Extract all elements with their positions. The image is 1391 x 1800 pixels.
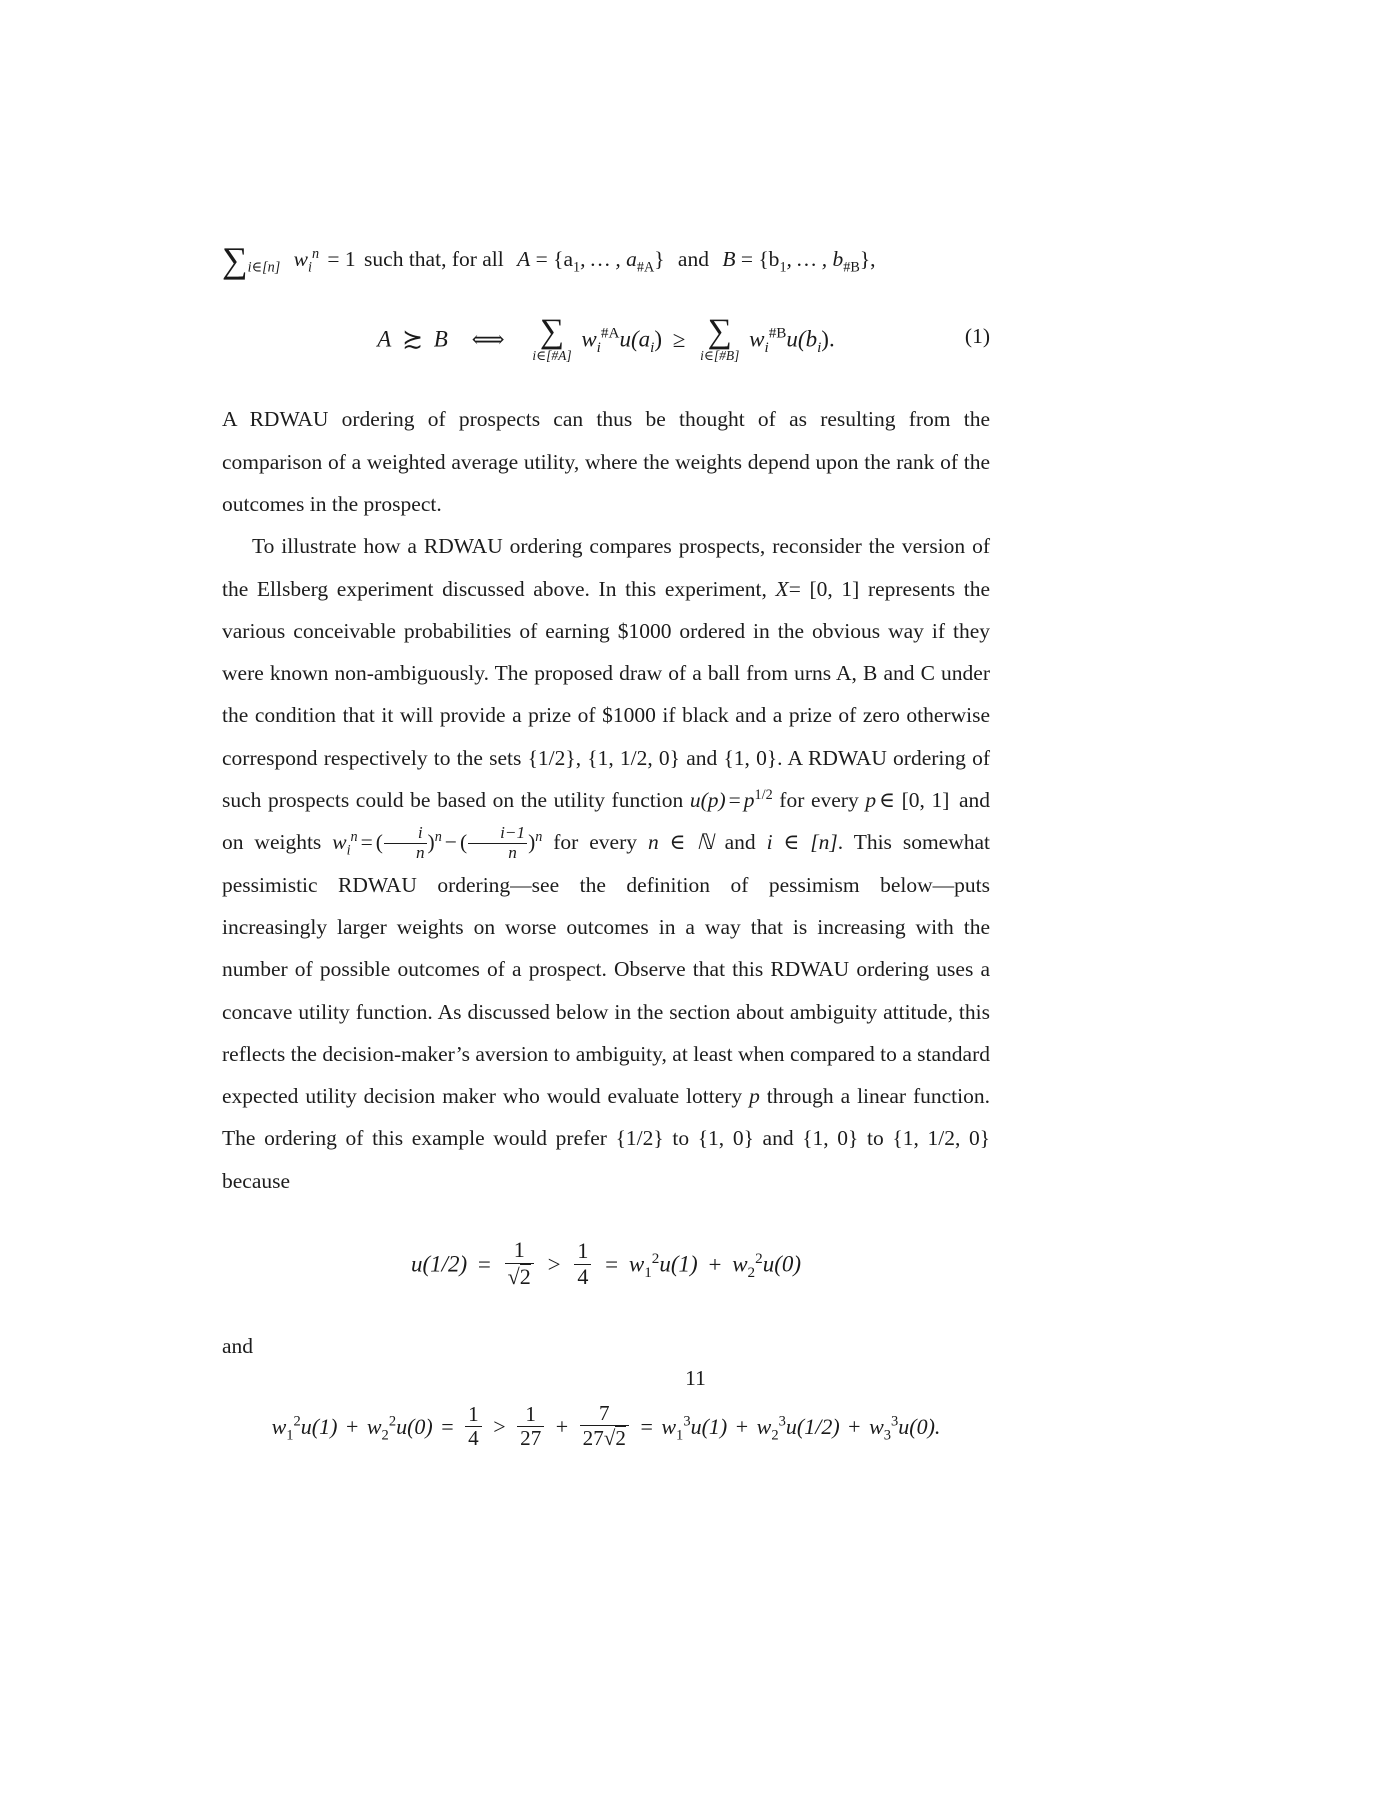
set-A-open: = {a xyxy=(535,247,574,271)
equals-one: = 1 xyxy=(327,247,356,271)
a-close-brace: } xyxy=(654,247,665,271)
eq3-equals-2: = xyxy=(640,1413,653,1439)
utility-exponent: 1/2 xyxy=(754,786,773,803)
prefer-set-1: {1/2} xyxy=(615,1126,664,1151)
p2-part-4: for every xyxy=(779,788,859,813)
sum-subscript: i∈[n] xyxy=(247,259,281,276)
weight-symbol: w xyxy=(293,247,308,271)
eq3-u-half: u(1/2) xyxy=(785,1413,840,1439)
eq3-w3-sup: 3 xyxy=(683,1413,691,1430)
eq2-greater-than: > xyxy=(547,1251,561,1277)
fraction-i-minus-1-over-n: $\frac{i-1}{n}$ xyxy=(468,824,527,863)
eq2-fraction-1-over-sqrt2: $\frac{1}{√2}$ xyxy=(505,1238,534,1289)
sum-over-B xyxy=(700,313,740,364)
display-equation-3 xyxy=(222,1402,990,1451)
set-two-element: {1, 0} xyxy=(723,745,778,770)
sum-symbol-B: ∑ xyxy=(707,313,732,351)
power-n-1: n xyxy=(434,829,442,846)
page-content xyxy=(222,238,990,1451)
p2-part-3: . A RDWAU ordering of such prospects could be based on the utility function xyxy=(222,745,990,813)
eq3-denominator-27-sqrt2: 27√2 xyxy=(582,1426,626,1451)
var-B: B xyxy=(722,247,736,271)
p2-part-5: on weights xyxy=(222,830,322,855)
eq3-w4-sup: 3 xyxy=(778,1413,786,1430)
power-n-2: n xyxy=(535,829,543,846)
eq2-w2: w xyxy=(732,1251,748,1277)
such-that-phrase: such that, for all xyxy=(364,247,504,271)
eq3-w3: w xyxy=(661,1413,677,1439)
paragraph-rdwau-ordering: A RDWAU ordering of prospects can thus be thought of as resulting from the comparison of a weighted average utility, where the weights depend upon the rank of the outcomes in the prospect. xyxy=(222,407,990,516)
weight-w-sub: i xyxy=(346,842,351,859)
eq2-u-half: u(1/2) xyxy=(410,1251,468,1277)
set-B-open: = {b xyxy=(740,247,780,271)
to-word-2: to xyxy=(867,1126,884,1151)
eq3-plus-3: + xyxy=(735,1413,749,1439)
sqrt-2: √2 xyxy=(507,1263,531,1289)
and-word-2: and xyxy=(686,745,718,770)
eq3-fraction-1-over-4: $\frac{1}{4}$ xyxy=(465,1403,482,1451)
eq3-fraction-7-over-27sqrt2: $\frac{7}{27√2}$ xyxy=(580,1402,629,1451)
succeeds-equiv-symbol: ≿ xyxy=(402,325,424,353)
and-word-1: and xyxy=(677,247,709,271)
utility-function-u: u(p) xyxy=(689,788,726,813)
set-three-element: {1, 1/2, 0} xyxy=(587,745,681,770)
eq3-greater-than: > xyxy=(493,1413,506,1439)
page-number: 11 xyxy=(685,1366,706,1390)
i-in-n-bracket: i ∈ [n] xyxy=(766,830,838,855)
weight-subscript: i xyxy=(307,259,312,276)
eq3-u1b: u(1) xyxy=(690,1413,728,1439)
eq2-equals-1: = xyxy=(477,1251,491,1277)
p2-part-7: . This somewhat pessimistic RDWAU ordering—see the definition of pessimism below—puts increasingly larger weights on worse outcomes in a way that is increasing with the number of possible outcomes of a prospect. Observe that this RDWAU ordering uses a concave utility function. As discussed below in the section about ambiguity attitude, this reflects the decision-maker’s aversion to ambiguity, at least when compared to a standard expected utility decision maker who would evaluate lottery xyxy=(222,830,991,1109)
eq3-w5-sup: 3 xyxy=(891,1413,899,1430)
greater-equal-symbol: ≥ xyxy=(672,326,686,352)
eq3-w4: w xyxy=(756,1413,772,1439)
eq1-u-B: u(b xyxy=(786,326,818,352)
p2-part-6: for every xyxy=(553,830,638,855)
eq1-w-A-sub: i xyxy=(596,339,601,357)
eq3-u1: u(1) xyxy=(300,1413,338,1439)
eq2-u0: u(0) xyxy=(762,1251,802,1277)
sum-A-limit: i∈[#A] xyxy=(532,348,572,364)
eq1-u-A-close: ) xyxy=(654,326,662,352)
math-X: X xyxy=(775,576,789,601)
eq2-w1-sub: 1 xyxy=(644,1264,652,1282)
b-close-brace: }, xyxy=(859,247,876,271)
eq3-u0: u(0) xyxy=(396,1413,433,1439)
iff-symbol: ⟺ xyxy=(471,326,505,352)
eq3-w2: w xyxy=(366,1413,382,1439)
paragraph-ellsberg-illustration: To illustrate how a RDWAU ordering compares prospects, reconsider the version of the Ellsberg experiment discussed above. In this experiment, X= [0, 1] represents the various conceivable probabilities of earning $1000 ordered in the obvious way if they were known non-ambiguously. The proposed draw of a ball from urns A, B and C under the condition that it will provide a prize of $1000 if black and a prize of zero otherwise correspond respectively to the sets {1/2}, {1, 1/2, 0} and {1, 0}. A RDWAU ordering of such prospects could be based on the utility function $u(p) = p^{1/2}$ for every p ∈ [0, 1] and on weights $w_i^n$ = ( $\frac{i}{n}$ )$^n$ − ( $\frac{i-1}{n}$ )$^n$ for every n ∈ ℕ and i ∈ [n]. This somewhat pessimistic RDWAU ordering—see the definition of pessimism below—puts increasingly larger weights on worse outcomes in a way that is increasing with the number of possible outcomes of a prospect. Observe that this RDWAU ordering uses a concave utility function. As discussed below in the section about ambiguity attitude, this reflects the decision-maker’s aversion to ambiguity, at least when compared to a standard expected utility decision maker who would evaluate lottery p through a linear function. The ordering of this example would prefer {1/2} to {1, 0} and {1, 0} to {1, 1/2, 0} because xyxy=(222,534,991,1193)
eq1-lhs-B: B xyxy=(433,326,448,352)
weight-w: w xyxy=(332,830,347,855)
b-ellipsis: , … , b xyxy=(786,247,844,271)
eq1-lhs-A: A xyxy=(377,326,392,352)
b-sub-hashB: #B xyxy=(843,259,860,276)
a-sub-1: 1 xyxy=(573,259,581,276)
eq2-plus: + xyxy=(708,1251,722,1277)
sum-symbol-A: ∑ xyxy=(539,313,565,351)
eq3-w1-sub: 1 xyxy=(286,1427,294,1444)
eq2-w1-sup: 2 xyxy=(651,1249,660,1267)
eq3-w2-sub: 2 xyxy=(381,1427,389,1444)
sum-over-A xyxy=(532,313,572,364)
eq3-w5-sub: 3 xyxy=(883,1427,892,1444)
eq3-w3-sub: 1 xyxy=(676,1427,684,1444)
utility-equals: = xyxy=(728,788,741,813)
eq2-u1: u(1) xyxy=(659,1251,698,1277)
continuation-math-line xyxy=(222,238,990,280)
eq3-plus-2: + xyxy=(555,1413,569,1439)
prefer-set-4: {1, 1/2, 0} xyxy=(892,1126,991,1151)
eq1-w-A: w xyxy=(581,326,597,352)
connector-and: and xyxy=(222,1334,254,1359)
display-equation-1 xyxy=(222,313,990,364)
because-word: because xyxy=(222,1168,291,1193)
prefer-set-2: {1, 0} xyxy=(697,1126,754,1151)
eq2-equals-2: = xyxy=(605,1251,619,1277)
and-word-3: and xyxy=(959,788,991,813)
weight-w-sup: n xyxy=(350,829,358,846)
eq3-plus-4: + xyxy=(848,1413,861,1439)
p2-part-8: through a linear function. The ordering of this example would prefer xyxy=(222,1084,990,1151)
eq2-w2-sup: 2 xyxy=(755,1249,763,1267)
eq1-w-B: w xyxy=(749,326,765,352)
equation-number-1: (1) xyxy=(964,324,990,349)
eq2-w1: w xyxy=(628,1251,645,1277)
a-sub-hashA: #A xyxy=(636,259,655,276)
p2-part-1: To illustrate how a RDWAU ordering compares prospects, reconsider the version of the Ellsberg experiment discussed above. In this experiment, xyxy=(222,534,990,601)
eq3-equals-1: = xyxy=(441,1413,454,1439)
a-ellipsis: , … , a xyxy=(580,247,637,271)
p-variable: p xyxy=(865,788,877,813)
eq3-w5: w xyxy=(869,1413,884,1439)
prefer-set-3: {1, 0} xyxy=(802,1126,859,1151)
sum-symbol: ∑ xyxy=(222,240,248,280)
eq2-w2-sub: 2 xyxy=(747,1264,756,1282)
comma-1: , xyxy=(575,745,582,770)
n-in-naturals: n ∈ ℕ xyxy=(647,830,714,855)
eq1-u-B-close: ). xyxy=(821,326,835,352)
eq2-fraction-1-over-4: $\frac{1}{4}$ xyxy=(574,1239,591,1289)
eq3-w1-sup: 2 xyxy=(293,1413,301,1430)
eq1-w-B-sup: #B xyxy=(768,324,787,342)
p2-part-2: represents the various conceivable probabilities of earning $1000 ordered in the obvious way if they were known non-ambiguously. The proposed draw of a ball from urns A, B and C under the condition that it will provide a prize of $1000 if black and a prize of zero otherwise correspond respectively to the sets xyxy=(222,576,990,770)
eq3-w1: w xyxy=(271,1413,287,1439)
to-word-1: to xyxy=(672,1126,690,1151)
b-sub-1: 1 xyxy=(779,259,787,276)
sum-B-limit: i∈[#B] xyxy=(700,348,740,364)
fraction-i-over-n: $\frac{i}{n}$ xyxy=(384,824,427,863)
eq3-fraction-1-over-27: $\frac{1}{27}$ xyxy=(517,1403,544,1451)
eq3-w4-sub: 2 xyxy=(771,1427,779,1444)
weight-equals: = xyxy=(360,830,373,855)
lottery-p: p xyxy=(749,1084,760,1109)
eq3-plus-1: + xyxy=(345,1413,359,1439)
p-in-interval: ∈ [0, 1] xyxy=(879,788,950,813)
eq1-w-A-sup: #A xyxy=(600,324,620,342)
eq3-u0b: u(0). xyxy=(898,1413,941,1439)
and-word-5: and xyxy=(762,1126,794,1151)
eq1-u-A: u(a xyxy=(619,326,651,352)
weight-superscript: n xyxy=(311,245,320,262)
and-word-4: and xyxy=(724,830,756,855)
display-equation-2 xyxy=(222,1238,990,1289)
var-A: A xyxy=(517,247,531,271)
set-half: {1/2} xyxy=(527,745,576,770)
eq3-w2-sup: 2 xyxy=(388,1413,397,1430)
minus-sign: − xyxy=(444,830,457,855)
utility-p: p xyxy=(743,788,755,813)
eq1-u-A-sub: i xyxy=(650,339,655,357)
eq1-u-B-sub: i xyxy=(817,339,822,357)
math-X-interval: = [0, 1] xyxy=(788,576,860,601)
eq1-w-B-sub: i xyxy=(764,339,769,357)
